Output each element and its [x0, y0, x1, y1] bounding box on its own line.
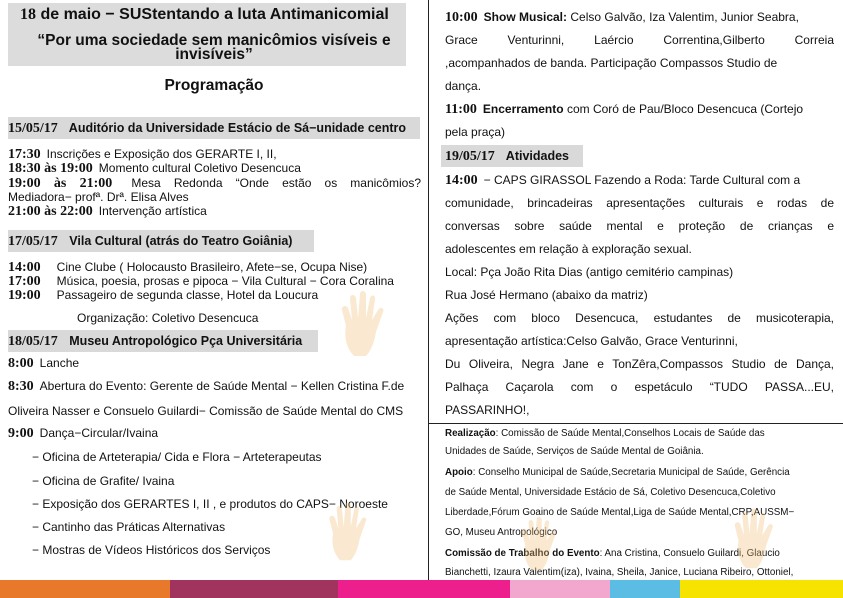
day1-date: 15/05/17 [8, 121, 58, 136]
day4-line: apresentação artística:Celso Galvão, Grace Venturinni, [445, 334, 738, 348]
day4-line: 14:00 − CAPS GIRASSOL Fazendo a Roda: Tarde Cultural com a [445, 173, 801, 188]
header-theme: SUStentando a luta Antimanicomial [119, 6, 389, 23]
day4-line: Ações com bloco Desencuca, estudantes de musicoterapia, [445, 311, 834, 325]
activity-item: − Oficina de Arteterapia/ Cida e Flora − Arteterapeutas [32, 450, 322, 464]
schedule-item: 8:00 Lanche [8, 356, 80, 371]
day1-heading [8, 121, 406, 137]
comissao-label: Comissão de Trabalho do Evento [445, 548, 600, 559]
schedule-item: 14:00 Cine Clube ( Holocausto Brasileiro, Afete−se, Ocupa Nise) [8, 260, 368, 275]
schedule-item: 19:00 Passageiro de segunda classe, Hotel da Loucura [8, 288, 319, 303]
realizacao-label: Realização [445, 428, 496, 439]
show-line: ,acompanhados de banda. Participação Compassos Studio de [445, 56, 778, 70]
color-bar-magenta [338, 580, 510, 598]
schedule-item: 17:00 Música, poesia, prosas e pipoca − Vila Cultural − Cora Coralina [8, 274, 394, 289]
day2-heading [8, 234, 292, 250]
activity-item: − Exposição dos GERARTES I, II , e produtos do CAPS− Noroeste [32, 497, 388, 511]
color-bar-blue [610, 580, 680, 598]
hand-watermark-icon [324, 500, 374, 562]
end-line: 11:00 Encerramento com Coró de Pau/Bloco Desencuca (Cortejo [445, 102, 804, 117]
header-date-number: 18 [20, 6, 36, 23]
credits-line: de Saúde Mental, Universidade Estácio de Sá, Coletivo Desencuca,Coletivo [445, 487, 776, 498]
header-slogan: “Por uma sociedade sem manicômios visíveis e invisíveis” [37, 32, 391, 63]
day4-date: 19/05/17 [445, 149, 495, 164]
day1-place: Auditório da Universidade Estácio de Sá−unidade centro [68, 121, 407, 135]
day2-date: 17/05/17 [8, 234, 58, 249]
show-time: 10:00 [445, 10, 478, 25]
hand-watermark-icon [336, 288, 392, 358]
day3-heading [8, 334, 302, 350]
credits-line: GO, Museu Antropológico [445, 527, 558, 538]
activity-item: − Cantinho das Práticas Alternativas [32, 520, 226, 534]
day2-place: Vila Cultural (atrás do Teatro Goiânia) [69, 234, 293, 248]
schedule-item: 19:00 às 21:00 Mesa Redonda “Onde estão os manicômios? [8, 176, 421, 191]
schedule-item: 9:00 Dança−Circular/Ivaina [8, 426, 159, 441]
apoio-label: Apoio [445, 467, 473, 478]
day4-line: PASSARINHO!, [445, 403, 530, 417]
day4-line: comunidade, brincadeiras apresentações culturais e rodas de [445, 196, 834, 210]
day4-line: Du Oliveira, Negra Jane e TonZêra,Compassos Studio de Dança, [445, 357, 834, 371]
day4-label: Atividades [505, 149, 570, 163]
day4-time: 14:00 [445, 173, 478, 188]
credits-apoio: Apoio: Conselho Municipal de Saúde,Secretaria Municipal de Saúde, Gerência [445, 467, 790, 478]
credits-line: Liberdade,Fórum Goaino de Saúde Mental,Liga de Saúde Mental,CRP,AUSSM− [445, 507, 795, 518]
show-title: Show Musical: [483, 10, 568, 24]
day4-line: Local: Pça João Rita Dias (antigo cemitério campinas) [445, 265, 734, 279]
schedule-item: 21:00 às 22:00 Intervenção artística [8, 204, 207, 219]
day4-heading [445, 149, 569, 165]
schedule-item: 18:30 às 19:00 Momento cultural Coletivo Desencuca [8, 161, 301, 176]
credits-line: Unidades de Saúde, Serviços de Saúde Mental de Goiânia. [445, 446, 704, 457]
show-line: 10:00 Show Musical: Celso Galvão, Iza Valentim, Junior Seabra, [445, 10, 799, 25]
color-bar-orange [0, 580, 170, 598]
left-column [0, 0, 428, 580]
activity-item: − Mostras de Vídeos Históricos dos Serviços [32, 543, 271, 557]
schedule-item: 17:30 Inscrições e Exposição dos GERARTE I, II, [8, 147, 277, 162]
programacao-title: Programação [164, 77, 264, 94]
schedule-item: Oliveira Nasser e Consuelo Guilardi− Comissão de Saúde Mental do CMS [8, 404, 404, 418]
hand-watermark-icon [729, 506, 781, 570]
end-time: 11:00 [445, 102, 477, 117]
hand-watermark-icon [517, 514, 563, 572]
show-line: dança. [445, 79, 482, 93]
header-dash: − [105, 6, 115, 23]
schedule-item: Mediadora− profª. Drª. Elisa Alves [8, 190, 189, 204]
day4-line: Palhaça Caçarola com o espetáculo “TUDO PASSA...EU, [445, 380, 834, 394]
day3-date: 18/05/17 [8, 334, 58, 349]
day4-line: adolescentes em relação à exploração sexual. [445, 242, 692, 256]
credits-line: Bianchetti, Izaura Valentim(iza), Ivaina, Sheila, Janice, Luciana Ribeiro, Ottoniel, [445, 567, 794, 578]
color-bar-yellow [680, 580, 843, 598]
header-date-text: de maio [40, 6, 101, 23]
right-column [429, 0, 843, 580]
header-date [20, 6, 389, 24]
color-bar-pink [510, 580, 610, 598]
day4-line: Rua José Hermano (abaixo da matriz) [445, 288, 648, 302]
day2-organization: Organização: Coletivo Desencuca [77, 311, 259, 325]
day4-line: conversas sobre saúde mental e proteção de crianças e [445, 219, 834, 233]
credits-realizacao: Realização: Comissão de Saúde Mental,Conselhos Locais de Saúde das [445, 428, 765, 439]
day3-place: Museu Antropológico Pça Universitária [69, 334, 303, 348]
credits-comissao: Comissão de Trabalho do Evento: Ana Cristina, Consuelo Guilardi, Glaucio [445, 548, 780, 559]
show-line: Grace Venturinni, Laércio Correntina,Gilberto Correia [445, 33, 834, 47]
end-title: Encerramento [482, 102, 564, 116]
activity-item: − Oficina de Grafite/ Ivaina [32, 474, 175, 488]
color-bar-plum [170, 580, 338, 598]
end-line: pela praça) [445, 125, 506, 139]
schedule-item: 8:30 Abertura do Evento: Gerente de Saúde Mental − Kellen Cristina F.de [8, 379, 405, 394]
